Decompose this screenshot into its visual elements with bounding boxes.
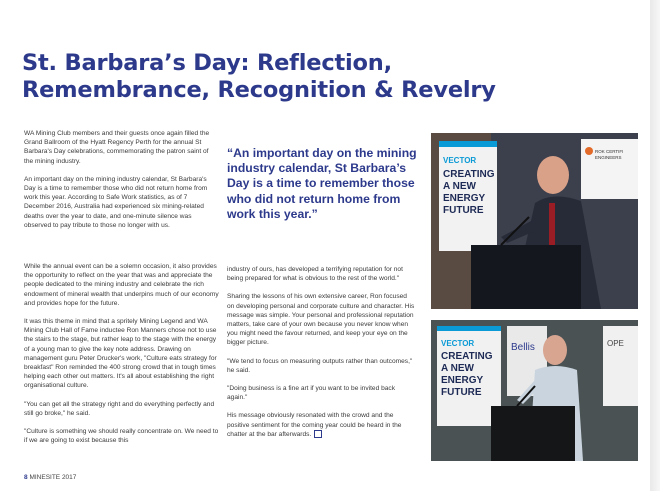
column-1-bottom [24,262,220,454]
paragraph: "Culture is something we should really concentrate on. We need to if we are going to exist because this [24,428,219,445]
paragraph: It was this theme in mind that a spritely Mining Legend and WA Mining Club Hall of Fame inductee Ron Manners chose not to use the stairs to the stage, but rather leap to the stage with the energy of a young man to give the key note address. Drawing on management guru Peter Drucker's work, "Culture eats strategy for breakfast" Ron reminded the 400 strong crowd that in tough times helping each other out matters. It's all about establishing the right organisational culture. [24,318,217,390]
photo-presenter-podium-graphic [431,320,638,461]
photo-speaker-podium-graphic [431,133,638,309]
sign-text: ENGINEERS [595,155,622,160]
end-mark-icon [314,430,322,438]
column-2 [227,265,415,448]
page-edge [650,0,660,491]
banner-text: CREATING [441,351,493,362]
title-line-1: St. Barbara’s Day: Reflection, [22,50,392,76]
banner-text: A NEW [441,363,474,374]
paragraph: An important day on the mining industry calendar, St Barbara's Day is a time to remember those who did not return home from work this year. According to Safe Work statistics, as of 7 December 2016, Australia had experienced six mining-related deaths over the year to date, and one-minute silence was observed to pay tribute to those no longer with us. [24,175,208,229]
pull-quote: “An important day on the mining industry calendar, St Barbara’s Day is a time to remember those who did not return home from work this year.” [227,146,417,221]
paragraph: Sharing the lessons of his own extensive career, Ron focused on developing personal and corporate culture and character. His message was simple. Your personal and professional reputation matters, take care of your own because you never know when you might need the favour returned, and keep your eye on the bigger picture. [227,293,415,347]
banner-text: FUTURE [441,387,482,398]
banner-text: A NEW [443,181,476,192]
photo-speaker-podium [431,133,638,309]
page-footer [24,474,76,481]
photo-presenter-podium [431,320,638,461]
banner-text: FUTURE [443,205,484,216]
paragraph: "You can get all the strategy right and do everything perfectly and still go broke," he said. [24,400,215,417]
paragraph: "Doing business is a fine art if you want to be invited back again." [227,385,396,402]
article-title [22,50,602,104]
sign-text: Bellis [511,342,535,353]
paragraph: WA Mining Club members and their guests once again filled the Grand Ballroom of the Hyatt Regency Perth for the annual St Barbara's Day celebrations, commemorating the patron saint of the mining industry. [24,130,210,165]
paragraph [227,411,415,439]
page-number: 8 [24,474,28,481]
publication-name: MINESITE 2017 [29,474,77,481]
sign-text: ROK CERTIFI [595,149,624,154]
closing-text: His message obviously resonated with the crowd and the positive sentiment for the coming year could be heard in the chatter at the bar afterwards. [227,412,402,438]
paragraph: "We tend to focus on measuring outputs rather than outcomes," he said. [227,357,413,374]
title-line-2: Remembrance, Recognition & Revelry [22,77,496,103]
column-1-top [24,129,212,239]
banner-text: ENERGY [443,193,486,204]
banner-text: VECTOR [443,156,477,165]
banner-text: VECTOR [441,339,475,348]
paragraph: While the annual event can be a solemn occasion, it also provides the opportunity to reflect on the year that was and appreciate the people dedicated to the mining industry and celebrate the rich endowment of mineral wealth that underpins much of our economy and provides hope for the future. [24,263,219,307]
banner-text: CREATING [443,169,495,180]
banner-text: ENERGY [441,375,484,386]
paragraph: industry of ours, has developed a terrifying reputation for not being prepared for what is obvious to the rest of the world." [227,266,403,283]
sign-text: OPE [607,339,624,348]
